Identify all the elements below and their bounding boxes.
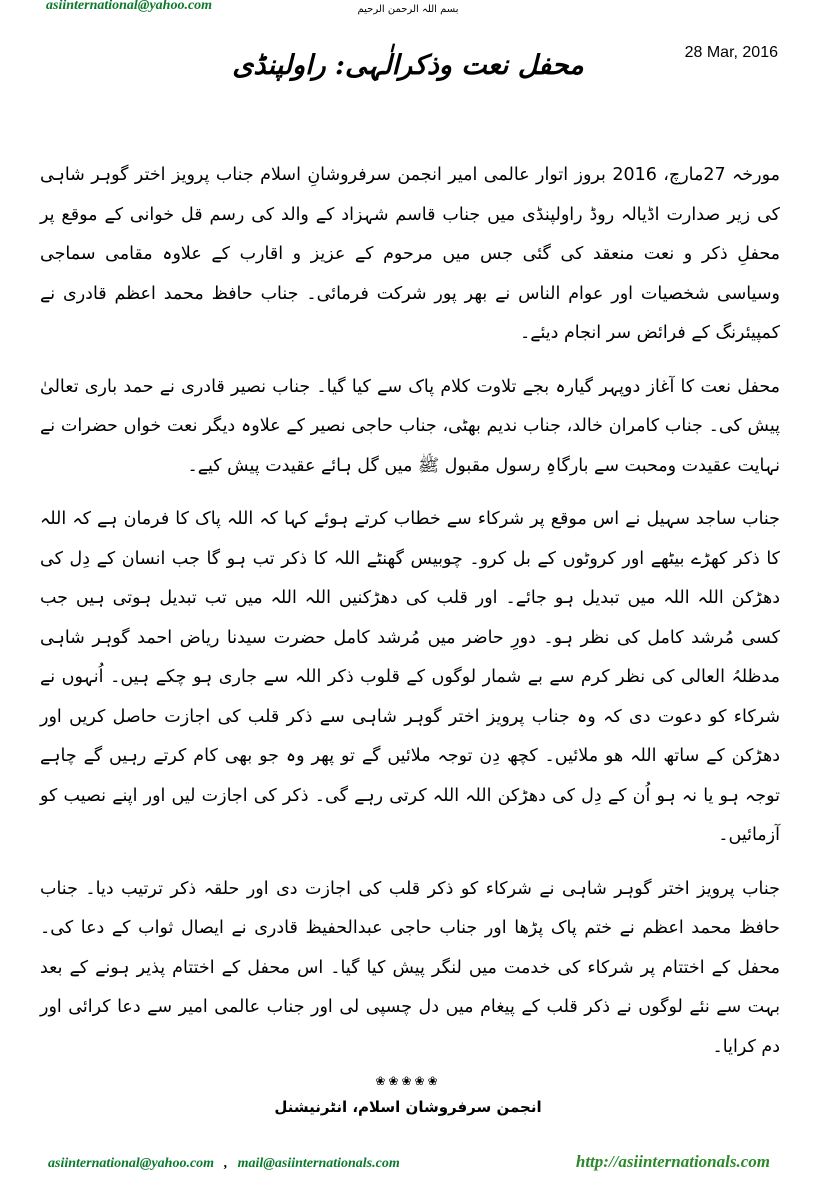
organization-name: انجمن سرفروشان اسلام، انٹرنیشنل	[274, 1098, 542, 1116]
body-paragraph: جناب پرویز اختر گوہر شاہی نے شرکاء کو ذکر قلب کی اجازت دی اور حلقہ ذکر ترتیب دیا۔ جناب حافظ محمد اعظم نے ختم پاک پڑھا اور جناب حاجی عبدالحفیظ قادری نے ایصال ثواب کے دعا کی۔ محفل کے اختتام پر شرکاء کی خدمت میں لنگر پیش کیا گیا۔ اس محفل کے اختتام پذیر ہونے کے بعد بہت سے نئے لوگوں نے ذکر قلب کے پیغام میں دل چسپی لی اور جناب عالمی امیر سے دعا کرائی اور دم کرایا۔	[40, 878, 780, 1057]
article-body	[40, 156, 780, 1081]
footer-separator: ,	[224, 1156, 228, 1171]
body-paragraph: مورخہ 27مارچ، 2016 بروز اتوار عالمی امیر انجمن سرفروشانِ اسلام جناب پرویز اختر گوہر شاہی کی زیر صدارت اڈیالہ روڈ راولپنڈی میں جناب قاسم شہزاد کے والد کی رسم قل خوانی کے موقع پر محفلِ ذکر و نعت منعقد کی گئی جس میں مرحوم کے عزیز و اقارب کے علاوہ مقامی سماجی وسیاسی شخصیات اور عوام الناس نے بھر پور شرکت فرمائی۔ جناب حافظ محمد اعظم قادری نے کمپیئرنگ کے فرائض سر انجام دیئے۔	[40, 165, 780, 343]
article-title: محفل نعت وذکرالٰہی: راولپنڈی	[232, 50, 584, 81]
article-date: 28 Mar, 2016	[684, 44, 778, 61]
decorative-stars-divider: ❀❀❀❀❀	[375, 1074, 441, 1088]
header-email-link[interactable]: asiinternational@yahoo.com	[46, 0, 213, 13]
footer-emails	[48, 1156, 400, 1172]
body-paragraph: محفل نعت کا آغاز دوپہر گیارہ بجے تلاوت کلام پاک سے کیا گیا۔ جناب نصیر قادری نے حمد باری تعالیٰ پیش کی۔ جناب کامران خالد، جناب ندیم بھٹی، جناب حاجی نصیر کے علاوہ دیگر نعت خواں حضرات نے نہایت عقیدت ومحبت سے بارگاہِ رسول مقبول ﷺ میں گل ہائے عقیدت پیش کیے۔	[40, 376, 780, 476]
bismillah-text: بسم اللہ الرحمن الرحیم	[357, 4, 459, 15]
footer-email-mail-link[interactable]: mail@asiinternationals.com	[237, 1156, 400, 1171]
footer-email-yahoo-link[interactable]: asiinternational@yahoo.com	[48, 1156, 215, 1171]
body-paragraph: جناب ساجد سہیل نے اس موقع پر شرکاء سے خطاب کرتے ہوئے کہا کہ اللہ پاک کا فرمان ہے کہ اللہ کا ذکر کھڑے بیٹھے اور کروٹوں کے بل کرو۔ چوبیس گھنٹے اللہ کا ذکر تب ہو گا جب انسان کے دِل کی دھڑکن اللہ اللہ میں تبدیل ہو جائے۔ اور قلب کی دھڑکنیں اللہ اللہ میں تب تبدیل ہوتی ہیں جب کسی مُرشد کامل کی نظر ہو۔ دورِ حاضر میں مُرشد کامل حضرت سیدنا ریاض احمد گوہر شاہی مدظلہُ العالی کی نظر کرم سے بے شمار لوگوں کے قلوب ذکر اللہ سے جاری ہو چکے ہیں۔ اُنہوں نے شرکاء کو دعوت دی کہ وہ جناب پرویز اختر گوہر شاہی سے ذکر قلب کی اجازت حاصل کریں اور دھڑکن کے ساتھ اللہ ھو ملائیں۔ کچھ دِن توجہ ملائیں گے تو پھر وہ جو بھی کام کرتے رہیں گے چاہے توجہ ہو یا نہ ہو اُن کے دِل کی دھڑکن اللہ اللہ کرتی رہے گی۔ ذکر کی اجازت لیں اور اپنے نصیب کو آزمائیں۔	[40, 509, 780, 845]
footer-website-link[interactable]: http://asiinternationals.com	[575, 1152, 770, 1171]
page-footer	[48, 1152, 770, 1172]
